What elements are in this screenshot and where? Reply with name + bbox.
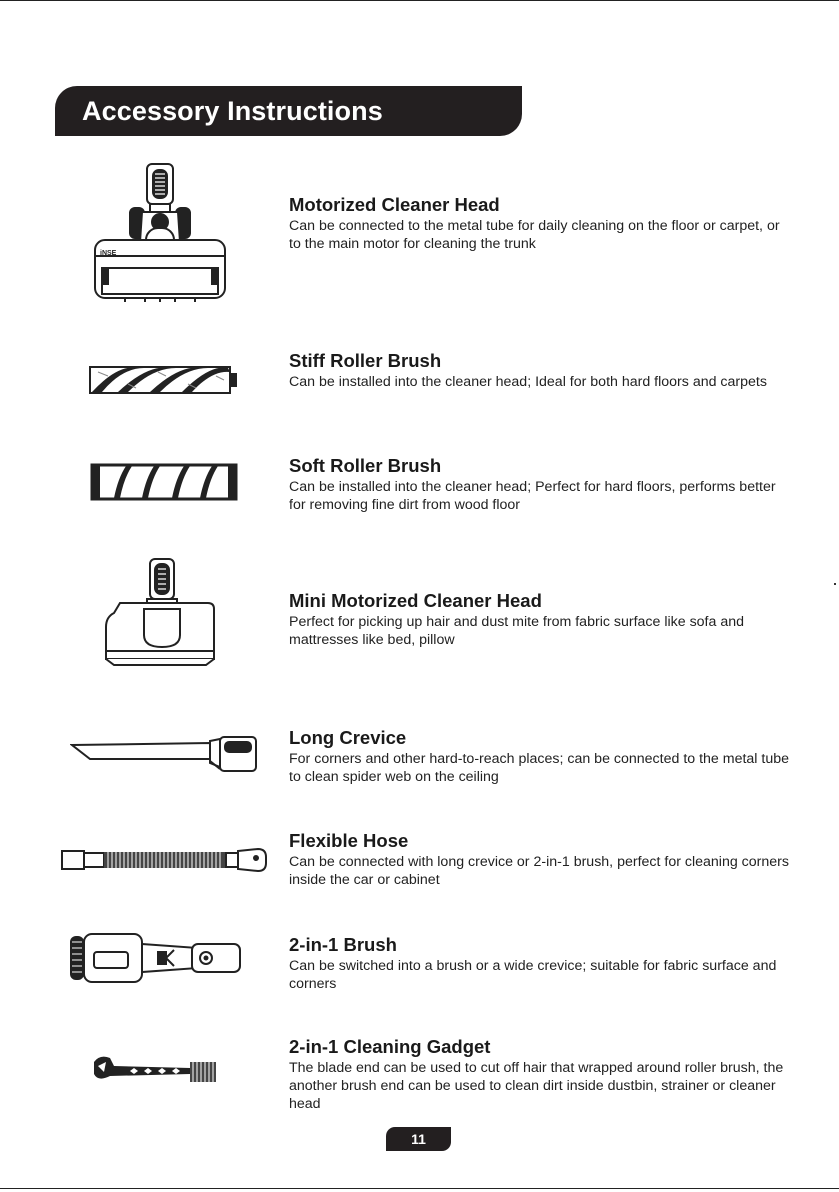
accessory-stiff-roller-brush [289,350,789,391]
accessory-soft-roller-brush [289,455,789,514]
motorized-cleaner-head-image [80,160,240,305]
accessory-title: 2-in-1 Brush [289,934,397,955]
page-border-bottom [0,1188,839,1189]
cleaning-gadget-image [90,1052,220,1088]
accessory-long-crevice [289,727,789,786]
accessory-flexible-hose [289,830,789,889]
accessory-description: Can be connected with long crevice or 2-in-1 brush, perfect for cleaning corners inside the car or cabinet [289,854,789,888]
brand-logo-text: iNSE [100,250,117,257]
section-header [55,86,522,136]
accessory-title: Soft Roller Brush [289,455,442,476]
accessory-description: Can be switched into a brush or a wide crevice; suitable for fabric surface and corners [289,958,777,992]
page-number: 11 [386,1127,451,1151]
accessory-description: The blade end can be used to cut off hair that wrapped around roller brush, the another brush end can be used to clean dirt inside dustbin, strainer or cleaner head [289,1060,784,1112]
accessory-description: For corners and other hard-to-reach places; can be connected to the metal tube to clean spider web on the ceiling [289,751,790,785]
accessory-title: 2-in-1 Cleaning Gadget [289,1036,491,1057]
accessory-title: Flexible Hose [289,830,409,851]
accessory-mini-motorized-cleaner-head [289,590,789,649]
stray-dot [834,583,836,585]
soft-roller-brush-image [90,462,240,502]
long-crevice-image [70,733,260,775]
accessory-motorized-cleaner-head [289,194,789,253]
accessory-title: Long Crevice [289,727,407,748]
accessory-cleaning-gadget [289,1036,789,1113]
accessory-description: Can be installed into the cleaner head; Ideal for both hard floors and carpets [289,374,767,390]
page-border-top [0,0,839,1]
flexible-hose-image [60,845,270,875]
mini-motorized-cleaner-head-image [100,555,224,670]
accessory-title: Motorized Cleaner Head [289,194,500,215]
accessory-description: Can be connected to the metal tube for daily cleaning on the floor or carpet, or to the main motor for cleaning the trunk [289,218,780,252]
section-title: Accessory Instructions [82,95,383,126]
accessory-description: Perfect for picking up hair and dust mite from fabric surface like sofa and mattresses like bed, pillow [289,614,745,648]
accessory-description: Can be installed into the cleaner head; Perfect for hard floors, performs better for removing fine dirt from wood floor [289,479,776,513]
accessory-two-in-one-brush [289,934,789,993]
accessory-title: Stiff Roller Brush [289,350,442,371]
accessory-title: Mini Motorized Cleaner Head [289,590,542,611]
stiff-roller-brush-image [88,362,240,398]
two-in-one-brush-image [68,930,243,985]
